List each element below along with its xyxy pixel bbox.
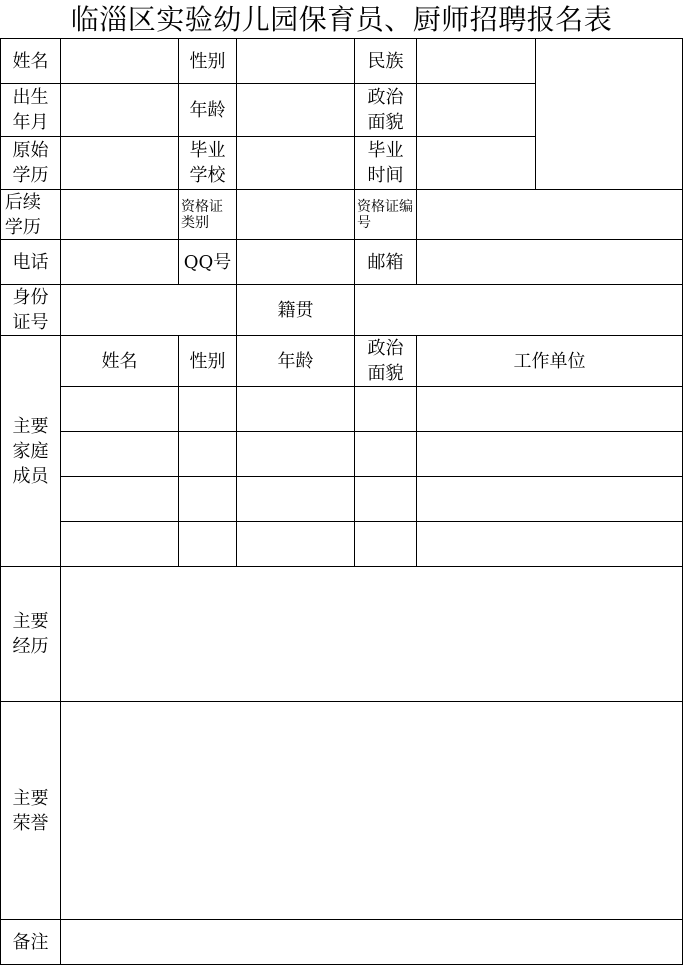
table-rule (416, 38, 417, 285)
table-rule (0, 136, 536, 137)
id-no-label: 身份证号 (12, 287, 49, 333)
grad-school-label: 毕业学校 (189, 140, 226, 186)
political-label: 政治面貌 (367, 87, 404, 133)
further-edu-label: 后续学历 (4, 191, 41, 238)
table-rule (0, 701, 683, 702)
native-place-label: 籍贯 (277, 299, 314, 321)
birth-label: 出生年月 (12, 87, 49, 133)
original-edu-label: 原始学历 (12, 140, 49, 186)
remarks-label: 备注 (12, 931, 49, 953)
honors-label: 主要荣誉 (12, 787, 49, 834)
table-rule (0, 919, 683, 920)
table-rule (60, 431, 683, 432)
age-label: 年龄 (189, 99, 226, 121)
gender-label: 性别 (189, 50, 226, 72)
family-gender-header: 性别 (189, 350, 226, 372)
family-label: 主要家庭成员 (12, 415, 49, 487)
family-political-header: 政治面貌 (367, 338, 404, 384)
table-rule (0, 566, 683, 567)
name-label: 姓名 (12, 50, 49, 72)
email-label: 邮箱 (367, 251, 404, 273)
ethnicity-label: 民族 (367, 50, 404, 72)
family-age-header: 年龄 (277, 350, 314, 372)
cert-type-label: 资格证类别 (181, 198, 223, 231)
experience-label: 主要经历 (12, 611, 49, 657)
table-rule (0, 189, 683, 190)
table-rule (60, 386, 683, 387)
family-work-header: 工作单位 (513, 350, 586, 372)
table-rule (60, 476, 683, 477)
grad-time-label: 毕业时间 (367, 140, 404, 186)
table-rule (0, 83, 536, 84)
table-rule (0, 38, 683, 39)
family-name-header: 姓名 (101, 350, 138, 372)
qq-label: QQ号 (183, 251, 232, 273)
table-rule (535, 38, 536, 189)
table-rule (0, 239, 683, 240)
cert-no-label: 资格证编号 (357, 198, 413, 231)
table-rule (60, 521, 683, 522)
phone-label: 电话 (12, 251, 49, 273)
form-title: 临淄区实验幼儿园保育员、厨师招聘报名表 (70, 3, 613, 36)
table-rule (60, 38, 61, 965)
